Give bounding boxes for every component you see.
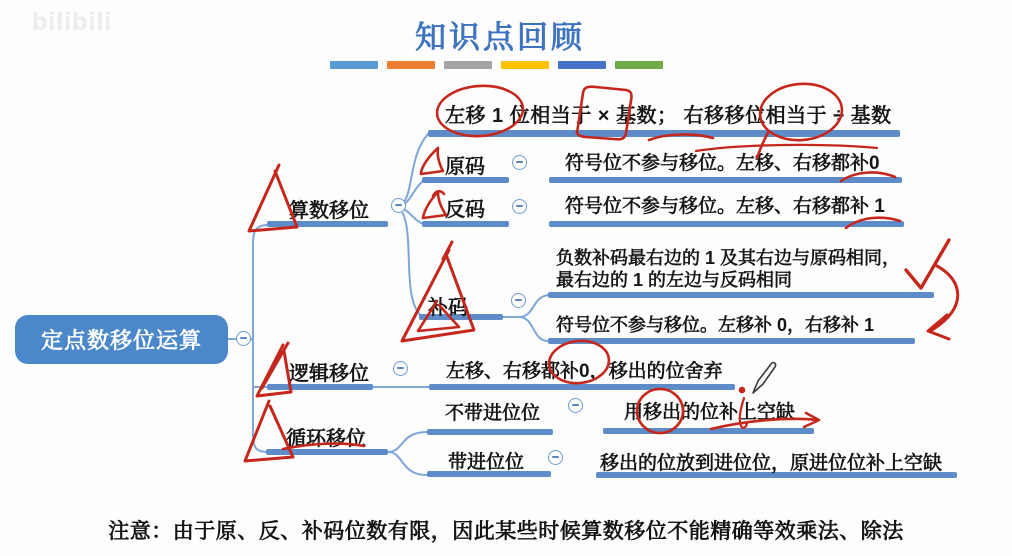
- collapse-icon-arithmetic[interactable]: [391, 198, 406, 213]
- red-checkmark-1: [906, 240, 949, 288]
- red-triangle-ones-complement: [423, 191, 446, 218]
- collapse-icon-root[interactable]: [236, 331, 251, 346]
- collapse-icon-sign-magnitude[interactable]: [512, 155, 527, 170]
- red-i-dot: [740, 388, 744, 392]
- branch-line: [548, 338, 915, 344]
- divider-segment: [444, 61, 492, 69]
- logical-desc[interactable]: 左移、右移都补0，移出的位舍弃: [446, 361, 723, 382]
- ones-complement-desc[interactable]: 符号位不参与移位。左移、右移都补 1: [565, 196, 885, 217]
- collapse-icon-without-carry[interactable]: [568, 398, 583, 413]
- circular-label[interactable]: 循环移位: [286, 428, 366, 450]
- twos-complement-desc-line1[interactable]: 负数补码最右边的 1 及其右边与原码相同，: [556, 248, 901, 268]
- divider-segment: [558, 61, 606, 69]
- ones-complement-label[interactable]: 反码: [445, 199, 485, 221]
- logical-label[interactable]: 逻辑移位: [289, 363, 369, 385]
- red-triangle-sign-magnitude: [421, 148, 443, 174]
- footer-note: 注意：由于原、反、补码位数有限，因此某些时候算数移位不能精确等效乘法、除法: [108, 520, 904, 543]
- arithmetic-label[interactable]: 算数移位: [289, 200, 369, 222]
- collapse-icon-ones-complement[interactable]: [512, 199, 527, 214]
- sign-magnitude-label[interactable]: 原码: [445, 156, 485, 178]
- bilibili-watermark: bilibili: [32, 8, 113, 36]
- branch-line: [603, 428, 814, 434]
- branch-line: [549, 177, 902, 183]
- without-carry-desc[interactable]: 用移出的位补上空缺: [624, 402, 796, 423]
- root-node-label: 定点数移位运算: [40, 328, 202, 353]
- with-carry-label[interactable]: 带进位位: [448, 452, 525, 473]
- page-title: 知识点回顾: [415, 20, 585, 55]
- branch-line: [548, 292, 934, 298]
- pencil-cursor-icon: [753, 363, 776, 393]
- twos-complement-label[interactable]: 补码: [428, 297, 468, 319]
- twos-complement-desc2[interactable]: 符号位不参与移位。左移补 0，右移补 1: [556, 315, 875, 335]
- collapse-icon-logical[interactable]: [393, 361, 408, 376]
- collapse-icon-with-carry[interactable]: [548, 450, 563, 465]
- collapse-icon-twos-complement[interactable]: [511, 293, 526, 308]
- with-carry-desc[interactable]: 移出的位放到进位位，原进位位补上空缺: [600, 453, 943, 474]
- twos-complement-desc-line2[interactable]: 最右边的 1 的左边与反码相同: [556, 270, 793, 290]
- red-curved-arrow: [928, 266, 958, 339]
- branch-line: [429, 384, 735, 390]
- divider-segment: [615, 61, 663, 69]
- sign-magnitude-desc[interactable]: 符号位不参与移位。左移、右移都补0: [565, 153, 880, 174]
- divider-segment: [387, 61, 435, 69]
- arithmetic-rule-topic[interactable]: 左移 1 位相当于 × 基数； 右移移位相当于 ÷ 基数: [445, 105, 892, 127]
- root-node[interactable]: [15, 315, 228, 364]
- divider-segment: [330, 61, 378, 69]
- branch-line: [427, 429, 553, 435]
- title-divider: [330, 61, 663, 69]
- divider-segment: [501, 61, 549, 69]
- branch-line: [428, 130, 900, 137]
- without-carry-label[interactable]: 不带进位位: [445, 403, 541, 424]
- branch-line: [549, 221, 904, 227]
